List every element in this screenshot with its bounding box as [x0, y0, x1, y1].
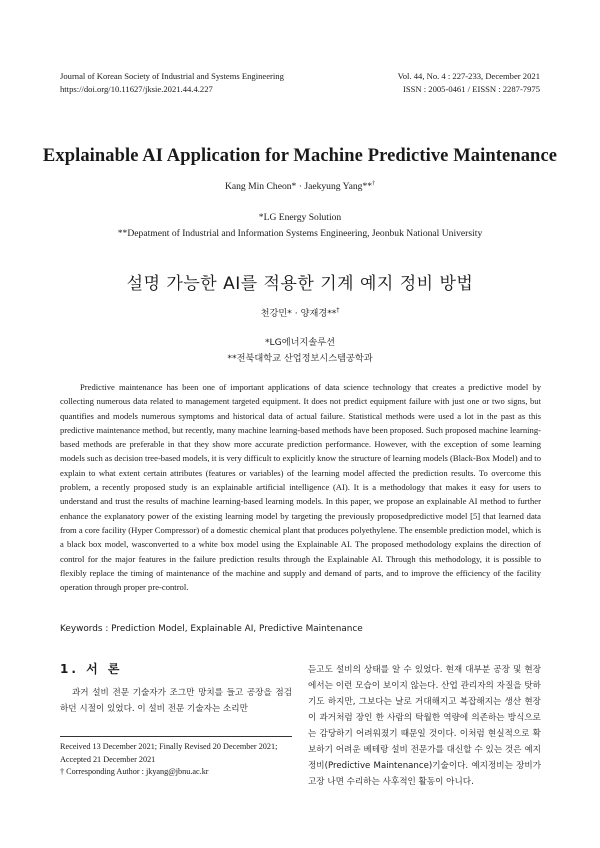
keywords-value: Prediction Model, Explainable AI, Predictive Maintenance [111, 624, 363, 634]
running-header-right [398, 70, 540, 96]
korean-affiliation-1: *LG에너지솔루션 [264, 337, 336, 348]
accepted-date: Accepted 21 December 2021 [60, 754, 156, 764]
body-text-left: 과거 설비 전문 기술자가 조그만 망치를 들고 공장을 점검하던 시절이 있었다. 이 설비 전문 기술자는 소리만 [60, 688, 292, 714]
korean-author-list [0, 305, 600, 319]
korean-corresponding-mark: † [336, 306, 340, 314]
affiliations [0, 210, 600, 242]
volume-info: Vol. 44, No. 4 : 227-233, December 2021 [397, 71, 540, 81]
abstract-text: Predictive maintenance has been one of important applications of data science technology that creates a predictive model by collecting numerous data related to management targeted equipment. It does not predict equipment failure with just one or two signs, but quantifies and models numerous symptoms and historical data of actual failure. Statistical methods were used a lot in the past as this predictive maintenance method, but recently, many machine learning-based methods have been proposed. Such proposed machine learning-based methods are preferable in that they show more accurate prediction performance. However, with the exception of some learning models such as decision tree-based models, it is very difficult to explicitly know the structure of learning models (Black-Box Model) and to explain to what extent certain attributes (features or variables) of the learning model affected the prediction results. To overcome this problem, a recently proposed study is an explainable artificial intelligence (AI). It is a methodology that makes it easy for users to understand and trust the results of machine learning-based learning models. In this paper, we propose an explainable AI method to further enhance the explanatory power of the existing learning model by targeting the previously proposedpredictive model [5] that learned data from a core facility (Hyper Compressor) of a domestic chemical plant that produces polyethylene. The ensemble prediction model, which is a black box model, wasconverted to a white box model using the Explainable AI. The proposed methodology explains the direction of control for the major features in the failure prediction results through the Explainable AI. Through this methodology, it is possible to flexibly replace the timing of maintenance of the machine and supply and demand of parts, and to improve the efficiency of the facility operation through proper pre-control. [60, 382, 542, 593]
author-names: Kang Min Cheon* · Jaekyung Yang** [224, 181, 373, 192]
keywords-label: Keywords : [60, 624, 112, 634]
issn-info: ISSN : 2005-0461 / EISSN : 2287-7975 [402, 84, 540, 94]
footnote-divider [60, 736, 292, 737]
body-text-right: 듣고도 설비의 상태를 알 수 있었다. 현재 대부분 공장 및 현장에서는 이런 모습이 보이지 않는다. 산업 관리자의 자질을 탓하기도 하지만, 그보다는 날로 거대해지고 복잡해지는 생산 현장이 과거처럼 장인 한 사람의 탁월한 역량에 의존하는 방식으로는 감당하기 어려워졌기 때문일 것이다. 이처럼 현실적으로 확보하기 어려운 베테랑 설비 전문가를 대신할 수 있는 것은 예지정비(Predictive Maintenance)기술이다. 예지정비는 장비가 고장 나면 수리하는 사후적인 활동이 아니다. [308, 665, 541, 787]
affiliation-2: **Depatment of Industrial and Information Systems Engineering, Jeonbuk National University [117, 228, 483, 239]
korean-affiliations [0, 335, 600, 367]
section-heading: 1. 서 론 [60, 662, 123, 676]
korean-author-names: 천강민* · 양재경** [260, 308, 337, 319]
doi-link[interactable]: https://doi.org/10.11627/jksie.2021.44.4.227 [60, 84, 213, 94]
paper-title: Explainable AI Application for Machine Predictive Maintenance [42, 146, 558, 166]
korean-affiliation-2: **전북대학교 산업정보시스템공학과 [227, 353, 373, 364]
author-list [0, 181, 600, 192]
journal-name: Journal of Korean Society of Industrial and Systems Engineering [60, 71, 284, 81]
korean-title: 설명 가능한 AI를 적용한 기계 예지 정비 방법 [126, 274, 474, 294]
keywords [60, 624, 363, 634]
received-date: Received 13 December 2021; Finally Revised 20 December 2021; [60, 742, 278, 751]
corresponding-author: † Corresponding Author : jkyang@jbnu.ac.kr [60, 767, 209, 776]
footnotes [60, 741, 292, 779]
affiliation-1: *LG Energy Solution [258, 212, 342, 223]
corresponding-mark: † [372, 180, 376, 187]
running-header-left [60, 70, 284, 96]
